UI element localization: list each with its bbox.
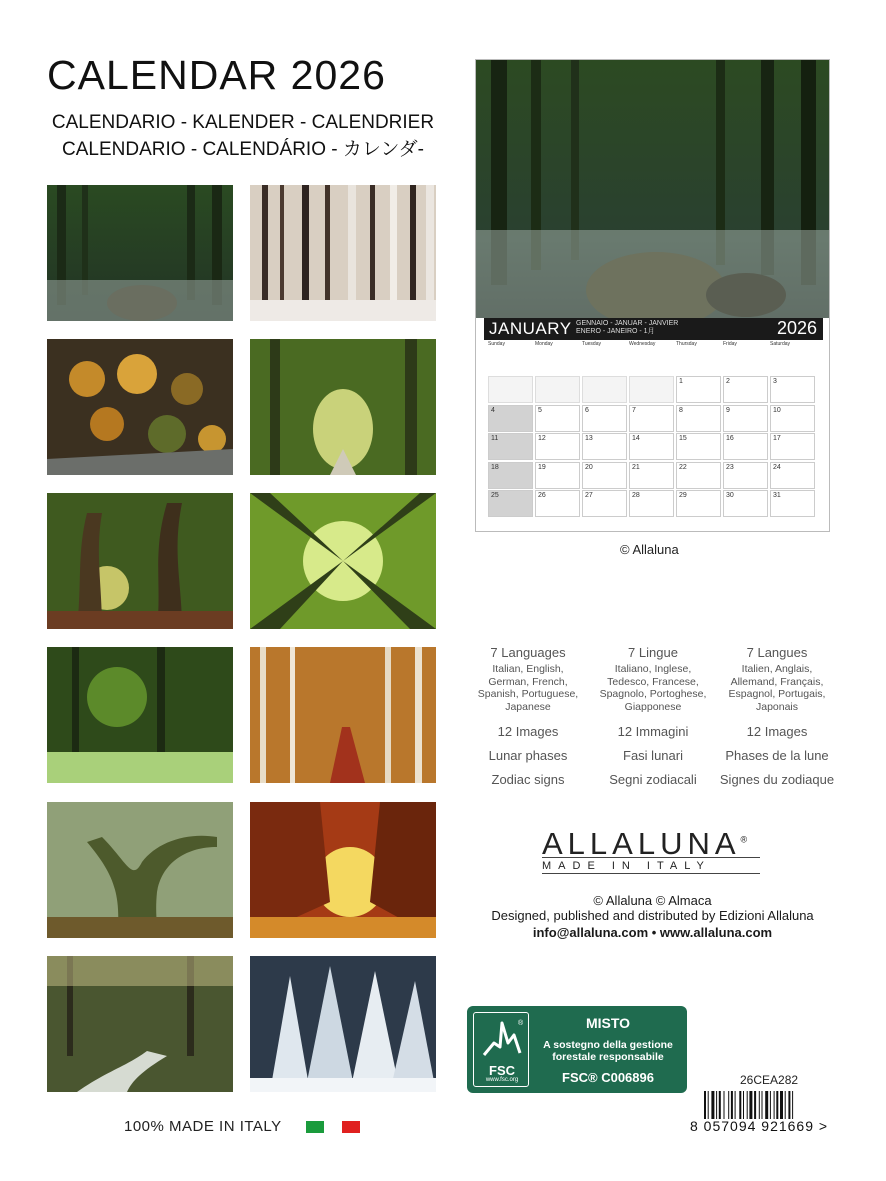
thumbnail-july xyxy=(47,647,233,783)
calendar-day-cell: 28 xyxy=(629,490,674,517)
calendar-day-cell: 23 xyxy=(723,462,768,489)
feature-images: 12 Immagini xyxy=(617,724,689,739)
calendar-day-cell: 10 xyxy=(770,405,815,432)
fsc-desc-line-2: forestale responsabile xyxy=(552,1051,664,1063)
thumbnail-may xyxy=(47,493,233,629)
calendar-day-cell: 15 xyxy=(676,433,721,460)
calendar-day-cell: 19 xyxy=(535,462,580,489)
weekday-header: Saturday xyxy=(770,341,791,347)
feature-zodiac-signs: Segni zodiacali xyxy=(609,772,697,787)
fsc-word: FSC xyxy=(489,1063,515,1078)
thumbnail-august xyxy=(250,647,436,783)
fsc-tree-icon xyxy=(474,1013,530,1063)
thumbnail-april xyxy=(250,339,436,475)
calendar-day-cell: 20 xyxy=(582,462,627,489)
feature-language-list-line: Allemand, Français, xyxy=(730,675,824,688)
calendar-day-cell: 22 xyxy=(676,462,721,489)
brand-tagline: MADE IN ITALY xyxy=(542,857,760,874)
svg-text:®: ® xyxy=(518,1020,524,1027)
calendar-day-cell: 12 xyxy=(535,433,580,460)
thumbnail-november xyxy=(47,956,233,1092)
feature-language-list-line: Italien, Anglais, xyxy=(741,663,813,675)
publisher-line: Designed, published and distributed by Edizioni Allaluna xyxy=(491,908,814,923)
feature-language-list-line: Italiano, Inglese, xyxy=(614,663,692,675)
fsc-code: FSC® C006896 xyxy=(562,1070,654,1085)
calendar-day-cell: 3 xyxy=(770,376,815,403)
feature-images: 12 Images xyxy=(497,724,559,739)
calendar-day-cell: 8 xyxy=(676,405,721,432)
calendar-day-cell: 30 xyxy=(723,490,768,517)
calendar-day-cell: 18 xyxy=(488,462,533,489)
fsc-label: MISTO xyxy=(585,1015,631,1031)
calendar-day-cell xyxy=(629,376,674,403)
calendar-day-cell xyxy=(488,376,533,403)
calendar-day-cell: 25 xyxy=(488,490,533,517)
product-sku: 26CEA282 xyxy=(740,1073,799,1087)
calendar-day-cell: 6 xyxy=(582,405,627,432)
weekday-header: Friday xyxy=(723,341,737,347)
calendar-subtitle-1: CALENDARIO - KALENDER - CALENDRIER xyxy=(51,112,435,133)
month-name: JANUARY xyxy=(489,319,572,338)
fsc-description xyxy=(533,1039,683,1063)
feature-zodiac-signs: Zodiac signs xyxy=(491,772,565,787)
calendar-day-cell: 11 xyxy=(488,433,533,460)
copyright-line: © Allaluna © Almaca xyxy=(593,893,712,908)
calendar-day-cell: 24 xyxy=(770,462,815,489)
calendar-day-cell: 4 xyxy=(488,405,533,432)
calendar-day-cell: 26 xyxy=(535,490,580,517)
fsc-tree-logo xyxy=(473,1012,529,1087)
feature-lunar-phases: Lunar phases xyxy=(488,748,568,763)
cover-photo xyxy=(476,60,830,318)
feature-language-list-line: Spanish, Portuguese, xyxy=(477,688,579,700)
month-year: 2026 xyxy=(776,318,817,338)
feature-images: 12 Images xyxy=(746,724,808,739)
cover-credit: © Allaluna xyxy=(620,542,679,557)
month-translations xyxy=(576,320,678,336)
calendar-day-cell: 7 xyxy=(629,405,674,432)
calendar-subtitle-2: CALENDARIO - CALENDÁRIO - カレンダ- xyxy=(62,139,424,160)
feature-language-list-line: Spagnolo, Portoghese, xyxy=(599,688,707,700)
feature-language-list-line: Italian, English, xyxy=(492,663,564,675)
weekday-header: Tuesday xyxy=(582,341,601,347)
calendar-day-cell: 2 xyxy=(723,376,768,403)
thumbnail-october xyxy=(250,802,436,938)
calendar-day-cell xyxy=(582,376,627,403)
month-translations-line-1: GENNAIO - JANUAR - JANVIER xyxy=(576,320,679,327)
calendar-day-cell: 17 xyxy=(770,433,815,460)
feature-lunar-phases: Fasi lunari xyxy=(623,748,683,763)
feature-zodiac-signs: Signes du zodiaque xyxy=(719,772,835,787)
weekday-header: Monday xyxy=(535,341,553,347)
month-header-bar xyxy=(484,318,823,340)
brand-name: ALLALUNA xyxy=(542,826,741,861)
calendar-day-cell: 9 xyxy=(723,405,768,432)
feature-language-list-line: Japonais xyxy=(755,700,799,713)
calendar-day-cell: 14 xyxy=(629,433,674,460)
feature-language-list-line: German, French, xyxy=(488,675,568,688)
thumbnail-september xyxy=(47,802,233,938)
thumbnail-january xyxy=(47,185,233,321)
calendar-day-cell: 16 xyxy=(723,433,768,460)
feature-language-list-line: Tedesco, Francese, xyxy=(607,675,699,688)
registered-mark: ® xyxy=(740,834,748,845)
italian-flag-green xyxy=(306,1121,324,1133)
feature-lunar-phases: Phases de la lune xyxy=(725,748,829,763)
made-in-italy-label: 100% MADE IN ITALY xyxy=(124,1118,282,1135)
feature-languages-head: 7 Languages xyxy=(490,645,566,660)
feature-languages-head: 7 Lingue xyxy=(628,645,678,660)
fsc-desc-line-1: A sostegno della gestione xyxy=(543,1039,673,1051)
calendar-day-cell: 5 xyxy=(535,405,580,432)
weekday-header: Wednesday xyxy=(629,341,656,347)
calendar-day-cell: 21 xyxy=(629,462,674,489)
italian-flag-red xyxy=(342,1121,360,1133)
feature-language-list-line: Japanese xyxy=(505,700,551,713)
thumbnail-february xyxy=(250,185,436,321)
calendar-day-cell: 27 xyxy=(582,490,627,517)
feature-language-list-line: Espagnol, Portugais, xyxy=(728,688,826,700)
calendar-day-cell xyxy=(535,376,580,403)
calendar-day-cell: 31 xyxy=(770,490,815,517)
fsc-certification-badge xyxy=(467,1006,687,1093)
thumbnail-december xyxy=(250,956,436,1092)
calendar-day-cell: 1 xyxy=(676,376,721,403)
weekday-header: Thursday xyxy=(676,341,697,347)
month-translations-line-2: ENERO - JANEIRO - 1月 xyxy=(576,328,655,335)
contact-line: info@allaluna.com • www.allaluna.com xyxy=(532,925,773,940)
fsc-url: www.fsc.org xyxy=(485,1077,519,1083)
calendar-title: CALENDAR 2026 xyxy=(47,52,386,98)
thumbnail-june xyxy=(250,493,436,629)
calendar-day-cell: 13 xyxy=(582,433,627,460)
calendar-day-cell: 29 xyxy=(676,490,721,517)
calendar-cover-preview xyxy=(475,59,830,532)
barcode-digits: 8 057094 921669 > xyxy=(690,1118,829,1134)
thumbnail-march xyxy=(47,339,233,475)
feature-language-list-line: Giapponese xyxy=(624,700,682,713)
weekday-header: Sunday xyxy=(488,341,505,347)
feature-languages-head: 7 Langues xyxy=(746,645,808,660)
